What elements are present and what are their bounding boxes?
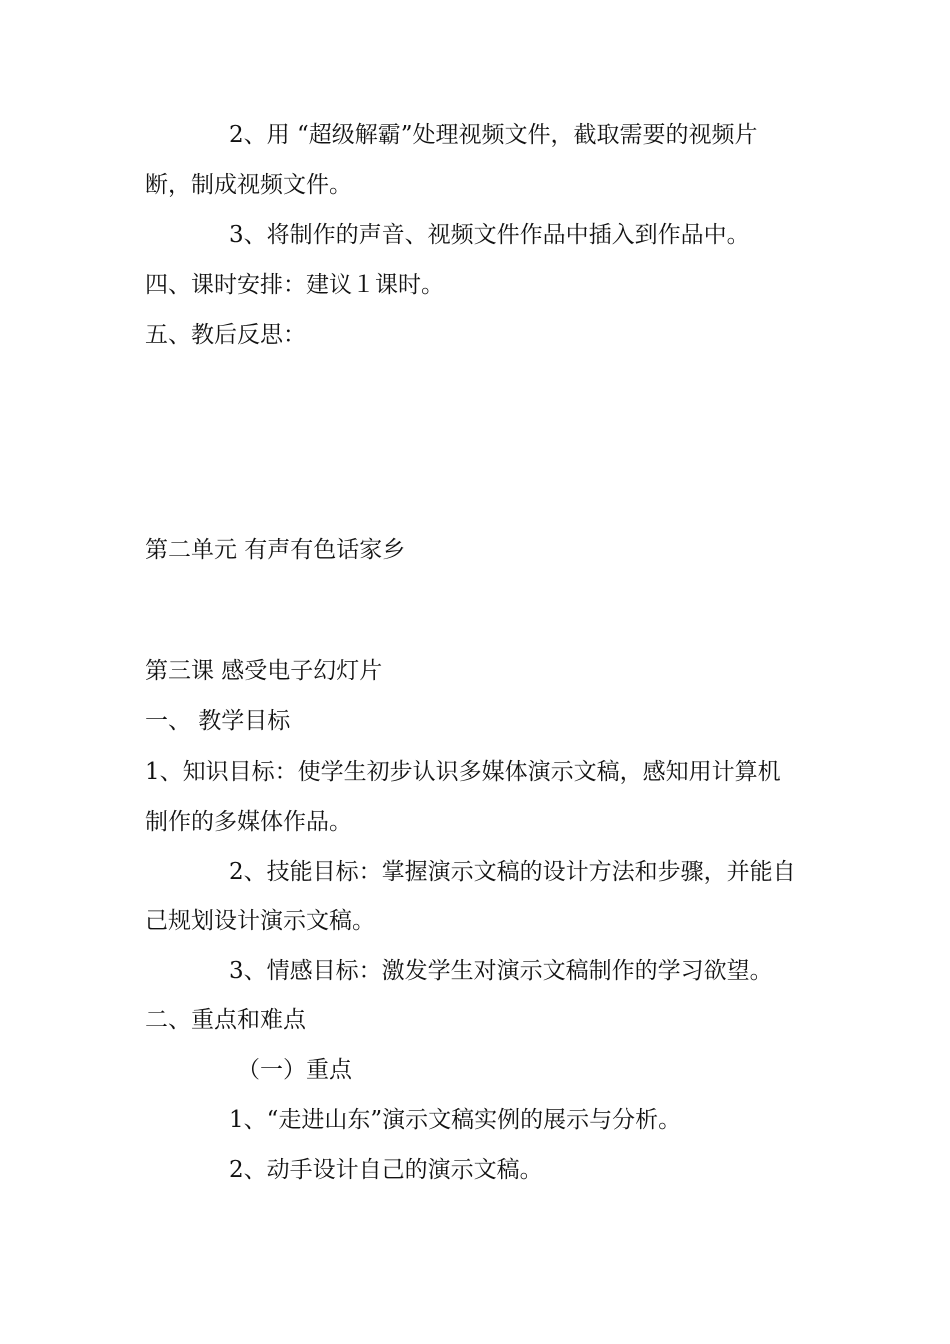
section-heading: 四、课时安排：建议１课时。 xyxy=(145,272,444,298)
text-line: 2、技能目标：掌握演示文稿的设计方法和步骤，并能自 xyxy=(229,859,796,885)
text-line: 2、动手设计自己的演示文稿。 xyxy=(229,1157,543,1183)
text-line: 制作的多媒体作品。 xyxy=(145,809,352,835)
text-line: 断，制成视频文件。 xyxy=(145,172,352,198)
text-line: 2、用 “超级解霸”处理视频文件，截取需要的视频片 xyxy=(229,122,758,148)
section-heading: 二、重点和难点 xyxy=(145,1007,306,1033)
text-line: 1、“走进山东”演示文稿实例的展示与分析。 xyxy=(229,1107,682,1133)
section-heading: 五、教后反思： xyxy=(145,322,306,348)
section-heading: 一、 教学目标 xyxy=(145,708,291,734)
text-line: 3、情感目标：激发学生对演示文稿制作的学习欲望。 xyxy=(229,958,773,984)
text-line: 1、知识目标：使学生初步认识多媒体演示文稿，感知用计算机 xyxy=(145,759,781,785)
subsection-heading: （一）重点 xyxy=(237,1057,352,1083)
text-line: 3、将制作的声音、视频文件作品中插入到作品中。 xyxy=(229,222,750,248)
lesson-title: 第三课 感受电子幻灯片 xyxy=(145,658,383,684)
unit-title: 第二单元 有声有色话家乡 xyxy=(145,537,406,563)
text-line: 己规划设计演示文稿。 xyxy=(145,908,375,934)
